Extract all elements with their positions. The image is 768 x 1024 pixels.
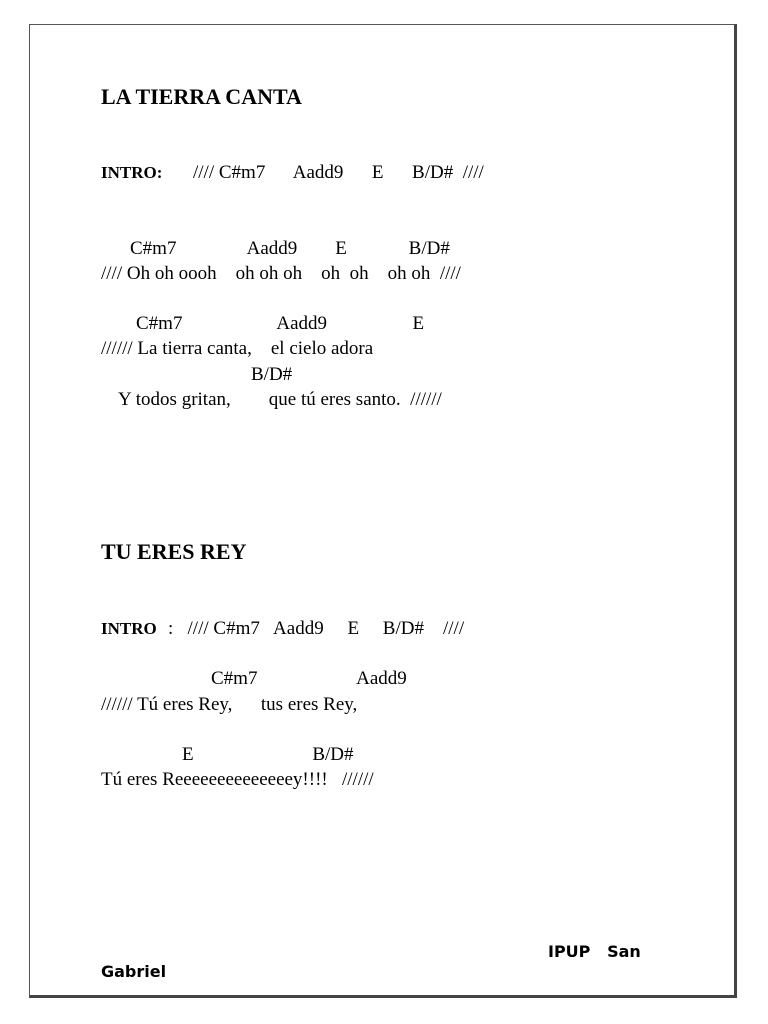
lyric-line: Tú eres Reeeeeeeeeeeeeey!!!! ////// — [101, 769, 374, 790]
chord-line: B/D# — [251, 364, 293, 385]
lyric-line: ////// La tierra canta, el cielo adora — [101, 338, 374, 359]
footer-church-name: IPUP San — [548, 942, 641, 961]
chord-line: C#m7 Aadd9 E — [136, 313, 425, 334]
intro-chords: //// C#m7 Aadd9 E B/D# //// — [193, 162, 484, 183]
intro-label: INTRO — [101, 619, 157, 638]
chord-line: C#m7 Aadd9 E B/D# — [130, 238, 450, 259]
song-title: LA TIERRA CANTA — [101, 84, 302, 109]
intro-chords: : //// C#m7 Aadd9 E B/D# //// — [168, 618, 465, 639]
chord-line: C#m7 Aadd9 — [211, 668, 407, 689]
song-title: TU ERES REY — [101, 539, 247, 564]
chord-line: E B/D# — [182, 744, 354, 765]
lyric-line: //// Oh oh oooh oh oh oh oh oh oh oh //// — [101, 263, 461, 284]
lyric-line: Y todos gritan, que tú eres santo. ////// — [118, 389, 442, 410]
intro-label: INTRO: — [101, 163, 163, 182]
footer-location: Gabriel — [101, 962, 167, 981]
lyric-line: ////// Tú eres Rey, tus eres Rey, — [101, 694, 358, 715]
